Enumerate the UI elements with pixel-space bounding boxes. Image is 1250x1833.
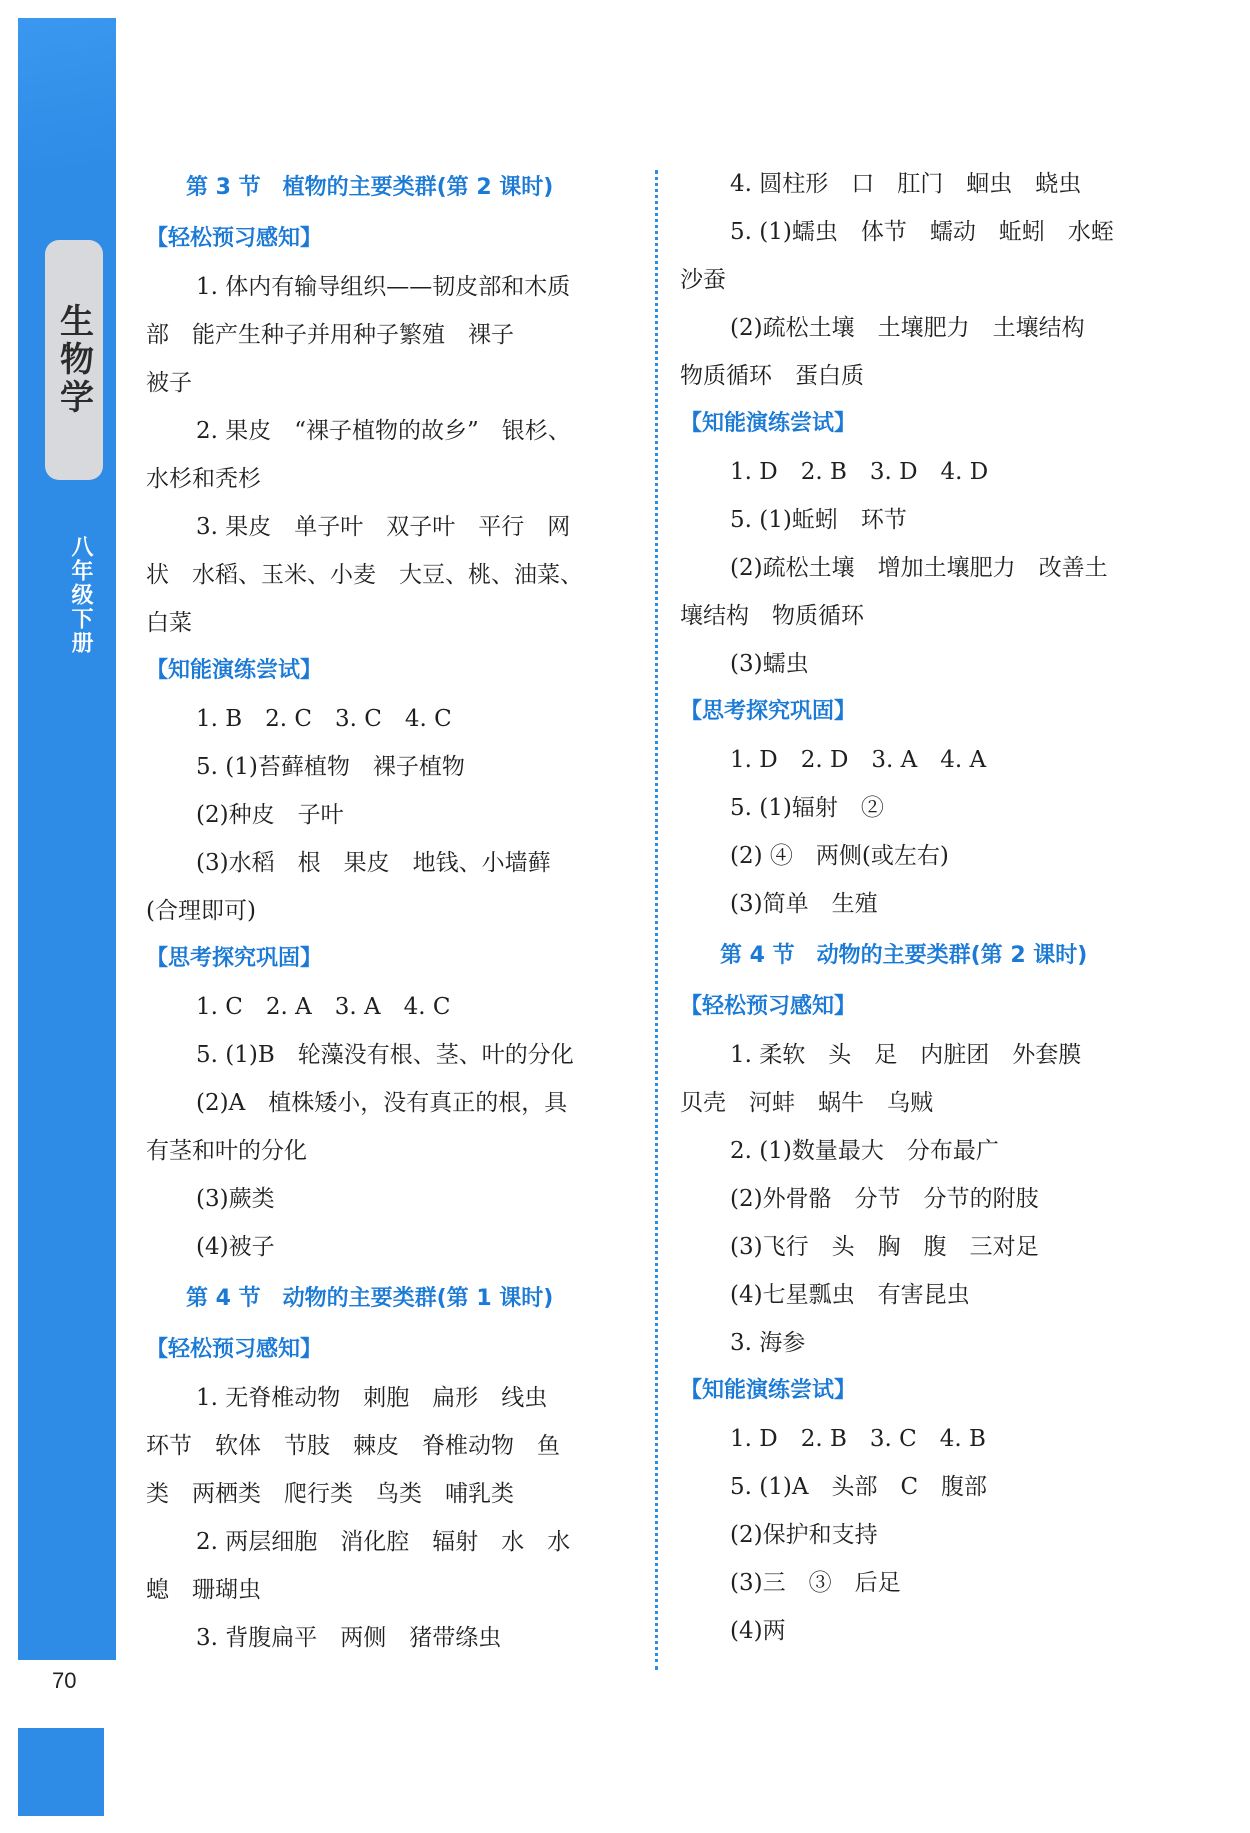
answer-line: 1. D 2. B 3. D 4. D bbox=[730, 459, 989, 485]
answer-line: 沙蚕 bbox=[680, 267, 726, 293]
answer-line: 贝壳 河蚌 蜗牛 乌贼 bbox=[680, 1090, 933, 1116]
answer-line: 3. 海参 bbox=[730, 1330, 806, 1356]
answer-line: (3)蕨类 bbox=[196, 1186, 275, 1212]
answer-line: (2)疏松土壤 土壤肥力 土壤结构 bbox=[730, 315, 1085, 341]
answer-line: (2)疏松土壤 增加土壤肥力 改善土 bbox=[730, 555, 1108, 581]
answer-line: (2)A 植株矮小，没有真正的根，具 bbox=[196, 1090, 568, 1116]
answer-line: 5. (1)辐射 ② bbox=[730, 795, 884, 821]
answer-line: (2)保护和支持 bbox=[730, 1522, 878, 1548]
section-title: 第 4 节 动物的主要类群(第 1 课时) bbox=[186, 1286, 554, 1311]
answer-line: 部 能产生种子并用种子繁殖 裸子 bbox=[146, 322, 514, 348]
left-column bbox=[146, 160, 636, 1662]
right-column bbox=[680, 160, 1180, 1655]
answer-line: 3. 果皮 单子叶 双子叶 平行 网 bbox=[196, 514, 571, 540]
answer-line: 类 两栖类 爬行类 鸟类 哺乳类 bbox=[146, 1481, 514, 1507]
answer-line: 有茎和叶的分化 bbox=[146, 1138, 307, 1164]
answer-line: 1. 柔软 头 足 内脏团 外套膜 bbox=[730, 1042, 1082, 1068]
answer-line: 5. (1)苔藓植物 裸子植物 bbox=[196, 754, 465, 780]
subsection-heading: 【知能演练尝试】 bbox=[680, 411, 857, 436]
answer-line: 1. 无脊椎动物 刺胞 扁形 线虫 bbox=[196, 1385, 548, 1411]
answer-line: 2. 果皮 “裸子植物的故乡” 银杉、 bbox=[196, 418, 571, 444]
answer-line: 螅 珊瑚虫 bbox=[146, 1577, 261, 1603]
answer-line: 物质循环 蛋白质 bbox=[680, 363, 864, 389]
answer-line: 4. 圆柱形 口 肛门 蛔虫 蛲虫 bbox=[730, 171, 1082, 197]
answer-line: (4)被子 bbox=[196, 1234, 275, 1260]
answer-line: 壤结构 物质循环 bbox=[680, 603, 864, 629]
section-title: 第 4 节 动物的主要类群(第 2 课时) bbox=[720, 943, 1088, 968]
answer-line: 2. (1)数量最大 分布最广 bbox=[730, 1138, 999, 1164]
answer-line: 环节 软体 节肢 棘皮 脊椎动物 鱼 bbox=[146, 1433, 560, 1459]
answer-line: 被子 bbox=[146, 370, 192, 396]
answer-line: 5. (1)蠕虫 体节 蠕动 蚯蚓 水蛭 bbox=[730, 219, 1114, 245]
sidebar-top-fold bbox=[18, 18, 116, 168]
answer-line: 白菜 bbox=[146, 610, 192, 636]
answer-line: (2)外骨骼 分节 分节的附肢 bbox=[730, 1186, 1039, 1212]
answer-line: 3. 背腹扁平 两侧 猪带绦虫 bbox=[196, 1625, 502, 1651]
answer-line: 1. 体内有输导组织——韧皮部和木质 bbox=[196, 274, 571, 300]
subject-tab bbox=[45, 240, 103, 480]
subsection-heading: 【知能演练尝试】 bbox=[146, 658, 323, 683]
answer-line: (3)水稻 根 果皮 地钱、小墙藓 bbox=[196, 850, 551, 876]
answer-line: 5. (1)A 头部 C 腹部 bbox=[730, 1474, 988, 1500]
answer-line: (合理即可) bbox=[146, 898, 256, 924]
answer-line: 1. D 2. B 3. C 4. B bbox=[730, 1426, 986, 1452]
column-divider bbox=[655, 170, 658, 1670]
subsection-heading: 【轻松预习感知】 bbox=[146, 1337, 323, 1362]
answer-line: 2. 两层细胞 消化腔 辐射 水 水 bbox=[196, 1529, 571, 1555]
subsection-heading: 【思考探究巩固】 bbox=[680, 699, 857, 724]
answer-line: 5. (1)蚯蚓 环节 bbox=[730, 507, 907, 533]
answer-line: 5. (1)B 轮藻没有根、茎、叶的分化 bbox=[196, 1042, 574, 1068]
answer-line: 状 水稻、玉米、小麦 大豆、桃、油菜、 bbox=[146, 562, 583, 588]
subsection-heading: 【轻松预习感知】 bbox=[680, 994, 857, 1019]
grade-label: 八年级下册 bbox=[68, 535, 93, 655]
answer-line: (3)简单 生殖 bbox=[730, 891, 878, 917]
answer-line: (3)三 ③ 后足 bbox=[730, 1570, 901, 1596]
answer-line: 1. B 2. C 3. C 4. C bbox=[196, 706, 452, 732]
answer-line: (4)两 bbox=[730, 1618, 786, 1644]
page-number: 70 bbox=[52, 1668, 77, 1693]
subsection-heading: 【知能演练尝试】 bbox=[680, 1378, 857, 1403]
sidebar-bottom-block bbox=[18, 1728, 104, 1816]
answer-line: (2) ④ 两侧(或左右) bbox=[730, 843, 949, 869]
subsection-heading: 【轻松预习感知】 bbox=[146, 226, 323, 251]
answer-line: (3)蠕虫 bbox=[730, 651, 809, 677]
answer-line: (4)七星瓢虫 有害昆虫 bbox=[730, 1282, 970, 1308]
subsection-heading: 【思考探究巩固】 bbox=[146, 946, 323, 971]
subject-label: 生物学 bbox=[53, 303, 94, 417]
section-title: 第 3 节 植物的主要类群(第 2 课时) bbox=[186, 175, 554, 200]
answer-line: (2)种皮 子叶 bbox=[196, 802, 344, 828]
answer-line: 水杉和秃杉 bbox=[146, 466, 261, 492]
answer-line: 1. D 2. D 3. A 4. A bbox=[730, 747, 987, 773]
answer-line: (3)飞行 头 胸 腹 三对足 bbox=[730, 1234, 1039, 1260]
answer-line: 1. C 2. A 3. A 4. C bbox=[196, 994, 451, 1020]
